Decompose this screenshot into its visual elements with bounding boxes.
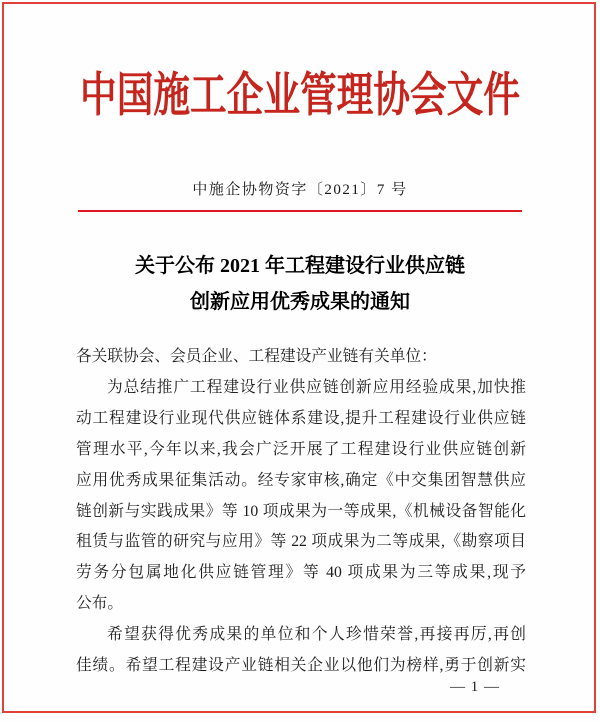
body-line: 为总结推广工程建设行业供应链创新应用经验成果,加快推 xyxy=(107,378,526,396)
body-line: 应用优秀成果征集活动。经专家审核,确定《中交集团智慧供应 xyxy=(76,471,526,489)
body-line: 各关联协会、会员企业、工程建设产业链有关单位： xyxy=(76,348,437,365)
notice-title-line2: 创新应用优秀成果的通知 xyxy=(190,291,410,313)
page-number: — 1 — xyxy=(450,679,500,695)
notice-title xyxy=(0,248,600,320)
notice-title-line1: 关于公布 2021 年工程建设行业供应链 xyxy=(135,255,465,277)
body-line: 劳务分包属地化供应链管理》等 40 项成果为三等成果,现予 xyxy=(76,564,526,582)
document-body xyxy=(0,342,600,682)
body-line: 希望获得优秀成果的单位和个人珍惜荣誉,再接再厉,再创 xyxy=(107,626,526,644)
body-line: 公布。 xyxy=(76,595,124,613)
body-line: 租赁与监管的研究与应用》等 22 项成果为二等成果,《勘察项目 xyxy=(76,533,526,551)
masthead-title: 中国施工企业管理协会文件 xyxy=(80,70,520,122)
body-line: 链创新与实践成果》等 10 项成果为一等成果,《机械设备智能化 xyxy=(76,502,526,520)
body-line: 动工程建设行业现代供应链体系建设,提升工程建设行业供应链 xyxy=(76,409,526,427)
body-line: 管理水平,今年以来,我会广泛开展了工程建设行业供应链创新 xyxy=(76,440,526,458)
masthead xyxy=(0,70,600,122)
document-number: 中施企协物资字〔2021〕7 号 xyxy=(192,182,408,198)
body-line: 佳绩。希望工程建设产业链相关企业以他们为榜样,勇于创新实 xyxy=(76,657,526,675)
red-divider-rule xyxy=(78,210,522,212)
